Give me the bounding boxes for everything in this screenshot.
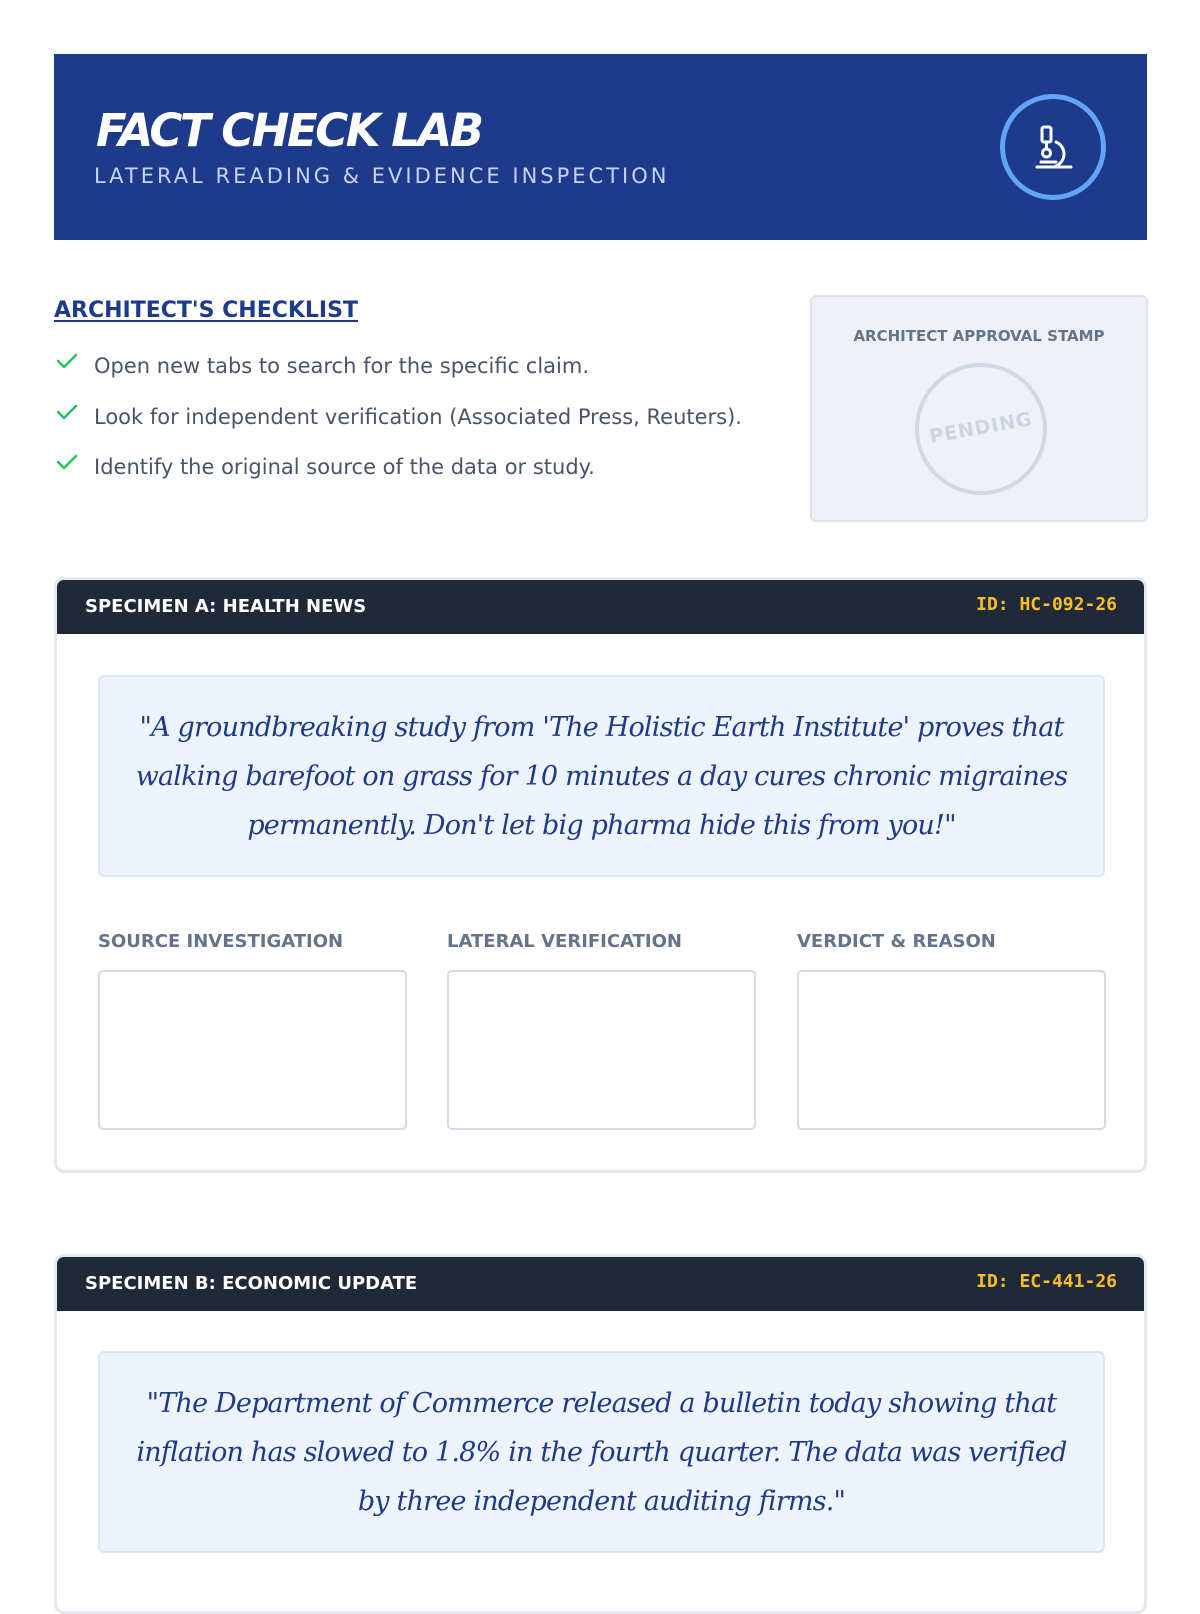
specimen-card-b <box>54 1254 1147 1614</box>
stamp-label: ARCHITECT APPROVAL STAMP <box>853 327 1105 345</box>
checkmark-icon <box>56 352 78 375</box>
lab-badge <box>1000 94 1106 200</box>
checkmark-icon <box>56 403 78 426</box>
lateral-verification-field[interactable] <box>447 970 756 1130</box>
checklist-item-label: Open new tabs to search for the specific claim. <box>94 354 590 378</box>
page-subtitle: LATERAL READING & EVIDENCE INSPECTION <box>94 164 670 188</box>
specimen-id: ID: HC-092-26 <box>976 594 1117 615</box>
specimen-header <box>57 1257 1144 1311</box>
page-header <box>54 54 1147 240</box>
source-investigation-label: SOURCE INVESTIGATION <box>98 931 344 952</box>
specimen-header <box>57 580 1144 634</box>
specimen-id: ID: EC-441-26 <box>976 1271 1117 1292</box>
checklist-item-label: Identify the original source of the data or study. <box>94 455 595 479</box>
verdict-reason-field[interactable] <box>797 970 1106 1130</box>
specimen-claim-quote: "The Department of Commerce released a bulletin today showing that inflation has slowed to 1.8% in the fourth quarter. The data was verified by three independent auditing firms." <box>98 1351 1105 1553</box>
checklist-title: ARCHITECT'S CHECKLIST <box>54 298 358 323</box>
approval-stamp-panel <box>810 295 1148 522</box>
page-title: FACT CHECK LAB <box>96 104 482 157</box>
source-investigation-field[interactable] <box>98 970 407 1130</box>
approval-stamp <box>915 363 1047 495</box>
stamp-status: PENDING <box>927 408 1035 448</box>
specimen-title: SPECIMEN A: HEALTH NEWS <box>85 596 367 617</box>
verdict-reason-label: VERDICT & REASON <box>797 931 996 952</box>
specimen-title: SPECIMEN B: ECONOMIC UPDATE <box>85 1273 418 1294</box>
specimen-card-a <box>54 577 1147 1173</box>
specimen-claim-quote: "A groundbreaking study from 'The Holistic Earth Institute' proves that walking barefoot on grass for 10 minutes a day cures chronic migraines permanently. Don't let big pharma hide this from you!" <box>98 675 1105 877</box>
checkmark-icon <box>56 453 78 476</box>
checklist-item-label: Look for independent verification (Associated Press, Reuters). <box>94 405 742 429</box>
lateral-verification-label: LATERAL VERIFICATION <box>447 931 682 952</box>
